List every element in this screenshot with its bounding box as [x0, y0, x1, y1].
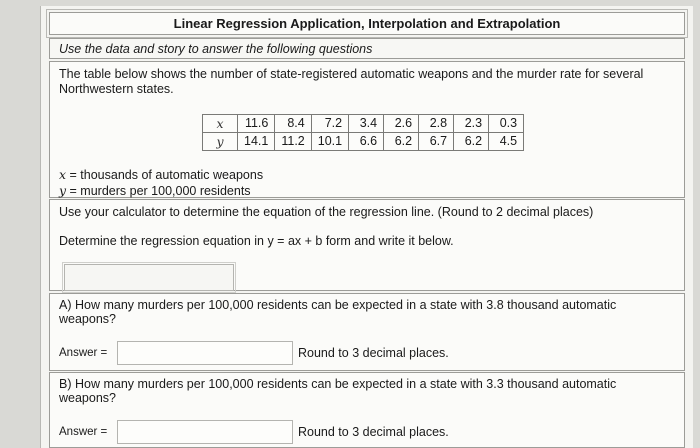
legend-y-var: y: [59, 183, 67, 198]
table-row-y: [203, 133, 524, 151]
y-cell: 4.5: [489, 133, 524, 151]
legend-y: [59, 183, 263, 199]
question-b-section: [49, 372, 685, 448]
legend-x: [59, 167, 263, 183]
variable-legend: [59, 167, 263, 199]
worksheet-page: [40, 6, 693, 448]
question-b-text: B) How many murders per 100,000 residents can be expected in a state with 3.3 thousand automatic weapons?: [59, 377, 617, 405]
y-cell: 11.2: [275, 133, 311, 151]
y-cell: 14.1: [238, 133, 275, 151]
answer-a-round-note: Round to 3 decimal places.: [298, 346, 449, 360]
y-header: y: [203, 133, 238, 151]
answer-b-input[interactable]: [117, 420, 293, 444]
answer-b-label: Answer =: [59, 426, 108, 438]
answer-b-row: [59, 420, 449, 444]
x-cell: 3.4: [349, 115, 384, 133]
legend-x-def: = thousands of automatic weapons: [66, 168, 264, 182]
x-cell: 2.6: [384, 115, 419, 133]
answer-a-input[interactable]: [117, 341, 293, 365]
answer-a-label: Answer =: [59, 347, 108, 359]
instruction-text: Use the data and story to answer the following questions: [49, 38, 685, 59]
worksheet-title: Linear Regression Application, Interpolation and Extrapolation: [49, 12, 685, 35]
x-cell: 8.4: [275, 115, 311, 133]
y-cell: 6.2: [454, 133, 489, 151]
question-a-text: A) How many murders per 100,000 residents can be expected in a state with 3.8 thousand automatic weapons?: [59, 298, 617, 326]
y-cell: 6.2: [384, 133, 419, 151]
data-table: [202, 114, 524, 151]
x-header: x: [203, 115, 238, 133]
x-cell: 0.3: [489, 115, 524, 133]
x-cell: 2.3: [454, 115, 489, 133]
regression-equation-input[interactable]: [64, 264, 234, 291]
y-cell: 6.7: [419, 133, 454, 151]
calc-instruction: Use your calculator to determine the equation of the regression line. (Round to 2 decimal places): [59, 205, 594, 219]
regression-prompt: Determine the regression equation in y = ax + b form and write it below.: [59, 234, 454, 248]
answer-a-row: [59, 341, 449, 365]
answer-b-round-note: Round to 3 decimal places.: [298, 425, 449, 439]
regression-section: [49, 199, 685, 291]
question-a-section: [49, 293, 685, 371]
intro-text: The table below shows the number of state-registered automatic weapons and the murder rate for several Northwestern states.: [59, 67, 644, 96]
legend-x-var: x: [59, 167, 67, 182]
data-section: [49, 61, 685, 198]
x-cell: 11.6: [238, 115, 275, 133]
legend-y-def: = murders per 100,000 residents: [66, 184, 251, 198]
x-cell: 7.2: [311, 115, 348, 133]
x-cell: 2.8: [419, 115, 454, 133]
table-row-x: [203, 115, 524, 133]
y-cell: 10.1: [311, 133, 348, 151]
y-cell: 6.6: [349, 133, 384, 151]
